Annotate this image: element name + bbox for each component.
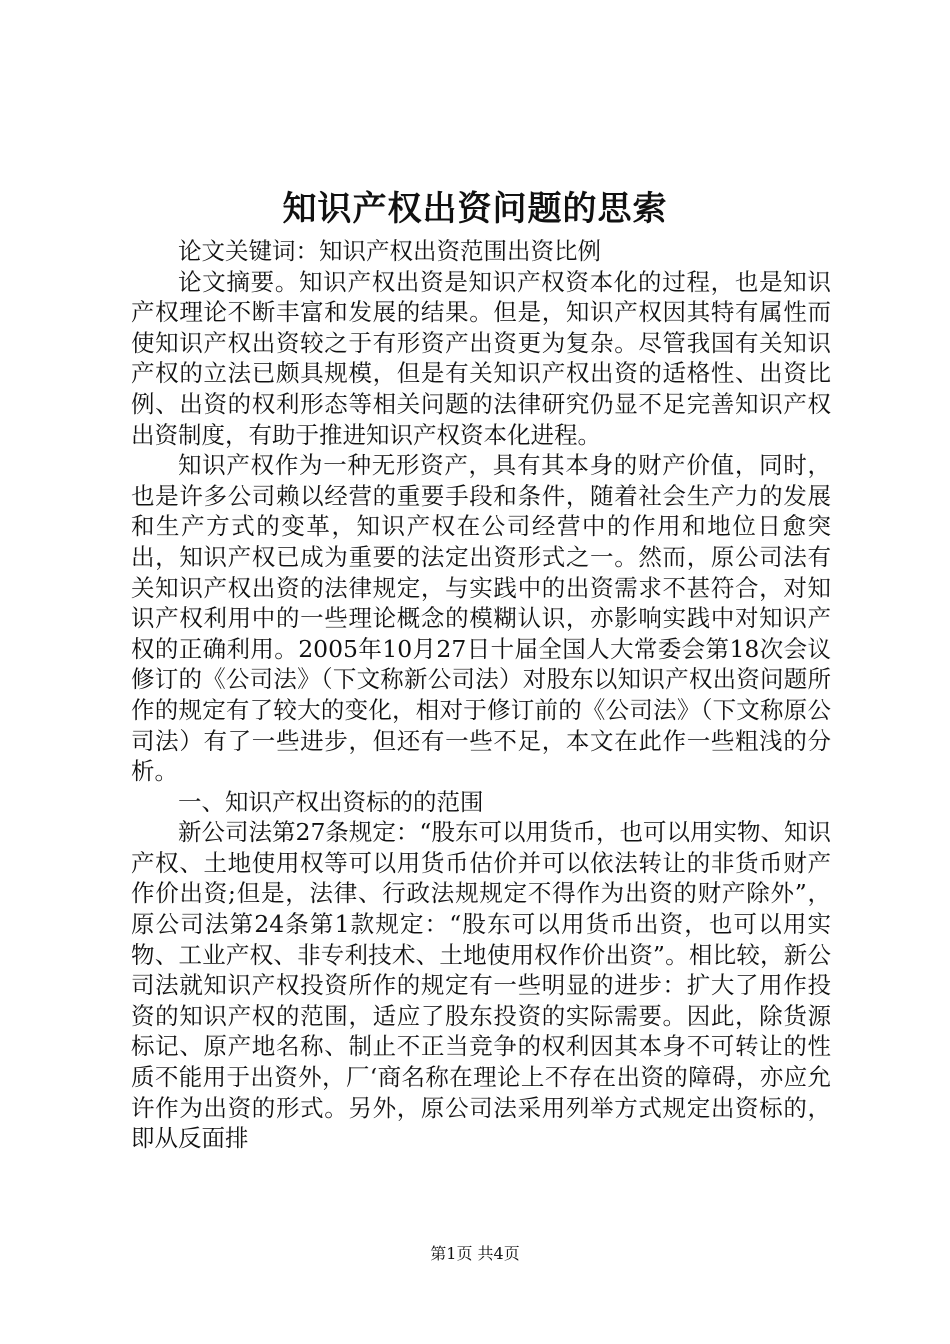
- page-footer: 第1页 共4页: [430, 1244, 520, 1263]
- body-paragraph: 新公司法第27条规定：“股东可以用货币，也可以用实物、知识产权、土地使用权等可以用货币估价并可以依法转让的非货币财产作价出资;但是，法律、行政法规规定不得作为出资的财产除外”，原公司法第24条第1款规定：“股东可以用货币出资，也可以用实物、工业产权、非专利技术、土地使用权作价出资”。相比较，新公司法就知识产权投资所作的规定有一些明显的进步：扩大了用作投资的知识产权的范围，适应了股东投资的实际需要。因此，除货源标记、原产地名称、制止不正当竞争的权利因其本身不可转让的性质不能用于出资外，厂‘商名称在理论上不存在出资的障碍，亦应允许作为出资的形式。另外，原公司法采用列举方式规定出资标的，即从反面排: [131, 818, 831, 1153]
- document-title: 知识产权出资问题的思索: [282, 189, 668, 229]
- abstract-paragraph: 论文摘要。知识产权出资是知识产权资本化的过程，也是知识产权理论不断丰富和发展的结果。但是，知识产权因其特有属性而使知识产权出资较之于有形资产出资更为复杂。尽管我国有关知识产权的立法已颇具规模，但是有关知识产权出资的适格性、出资比例、出资的权利形态等相关问题的法律研究仍显不足完善知识产权出资制度，有助于推进知识产权资本化进程。: [131, 267, 831, 449]
- section-heading: 一、知识产权出资标的的范围: [178, 787, 484, 816]
- document-body: [131, 236, 831, 1154]
- body-paragraph: 知识产权作为一种无形资产，具有其本身的财产价值，同时，也是许多公司赖以经营的重要手段和条件，随着社会生产力的发展和生产方式的变革，知识产权在公司经营中的作用和地位日愈突出，知识产权已成为重要的法定出资形式之一。然而，原公司法有关知识产权出资的法律规定，与实践中的出资需求不甚符合，对知识产权利用中的一些理论概念的模糊认识，亦影响实践中对知识产权的正确利用。2005年10月27日十届全国人大常委会第18次会议修订的《公司法》（下文称新公司法）对股东以知识产权出资问题所作的规定有了较大的变化，相对于修订前的《公司法》（下文称原公司法）有了一些进步，但还有一些不足，本文在此作一些粗浅的分析。: [131, 451, 831, 786]
- keywords-paragraph: 论文关键词：知识产权出资范围出资比例: [178, 237, 601, 265]
